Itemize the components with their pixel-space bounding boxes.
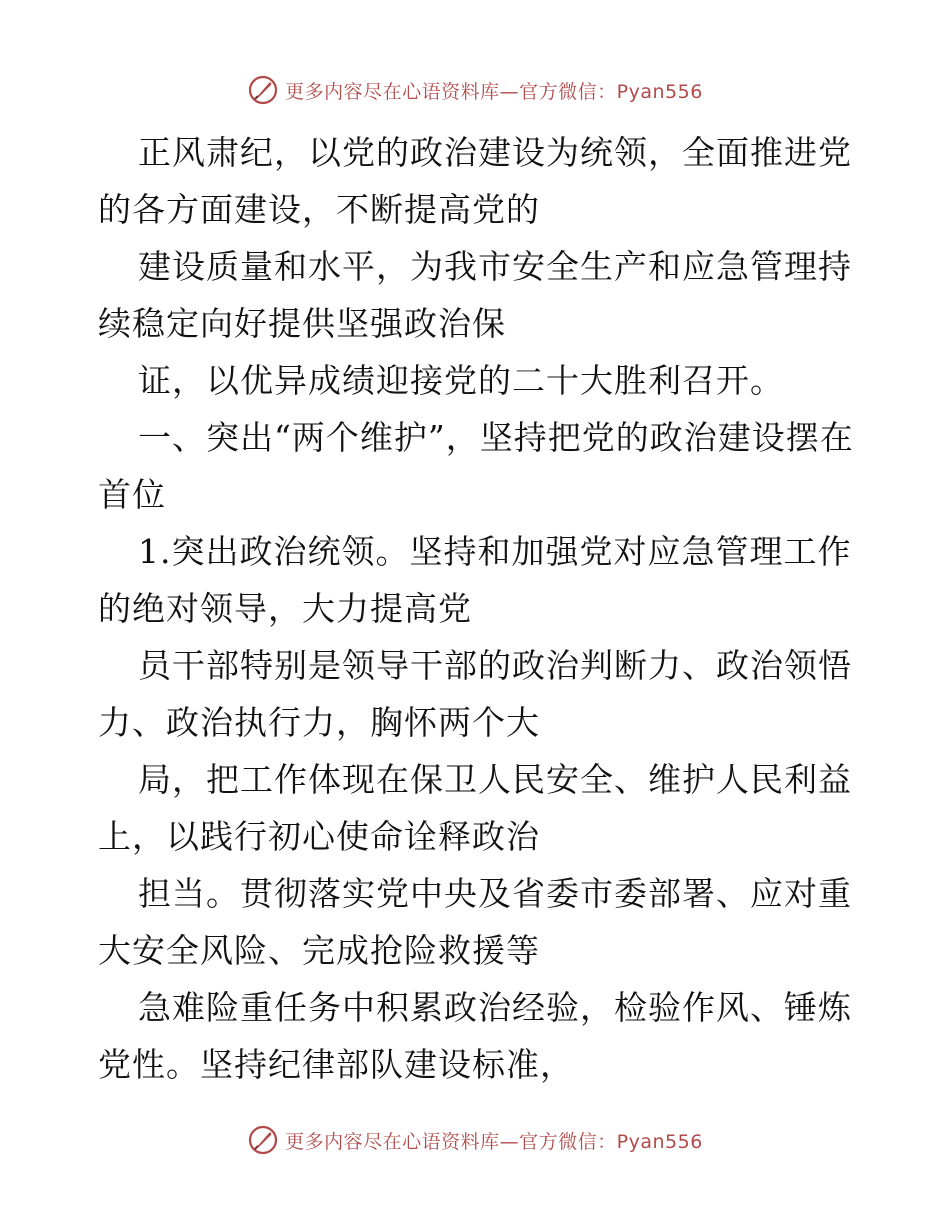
paragraph: 急难险重任务中积累政治经验，检验作风、锤炼党性。坚持纪律部队建设标准， xyxy=(98,988,852,1084)
paragraph: 建设质量和水平，为我市安全生产和应急管理持续稳定向好提供坚强政治保 xyxy=(98,247,852,343)
watermark-text: 更多内容尽在心语资料库—官方微信：Pyan556 xyxy=(285,1130,703,1153)
paragraph: 员干部特别是领导干部的政治判断力、政治领悟力、政治执行力，胸怀两个大 xyxy=(98,646,852,742)
feather-pen-circle-logo-icon xyxy=(247,74,279,106)
section-heading: 一、突出“两个维护”，坚持把党的政治建设摆在首位 xyxy=(98,418,854,514)
feather-pen-circle-logo-icon xyxy=(247,1124,279,1156)
paragraph: 担当。贯彻落实党中央及省委市委部署、应对重大安全风险、完成抢险救援等 xyxy=(98,874,852,970)
footer-watermark xyxy=(0,1120,950,1160)
paragraph: 1.突出政治统领。坚持和加强党对应急管理工作的绝对领导，大力提高党 xyxy=(98,532,852,628)
paragraph: 证，以优异成绩迎接党的二十大胜利召开。 xyxy=(138,361,784,400)
paragraph: 正风肃纪，以党的政治建设为统领，全面推进党的各方面建设，不断提高党的 xyxy=(98,133,852,229)
paragraph: 局，把工作体现在保卫人民安全、维护人民利益上，以践行初心使命诠释政治 xyxy=(98,760,852,856)
document-body xyxy=(98,124,858,1093)
watermark-text: 更多内容尽在心语资料库—官方微信：Pyan556 xyxy=(285,80,703,103)
header-watermark xyxy=(0,70,950,110)
